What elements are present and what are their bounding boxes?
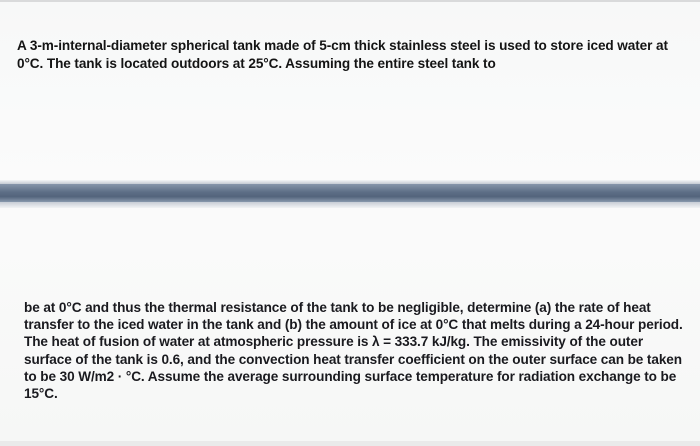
separator-shadow [0,202,700,208]
top-edge-rule [0,0,700,2]
problem-text-part-2: be at 0°C and thus the thermal resistance of the tank to be negligible, determine (a) the rate of heat transfer to the iced water in the tank and (b) the amount of ice at 0°C that melts during a 24-hour period. The heat of fusion of water at atmospheric pressure is λ = 333.7 kJ/kg. The emissivity of the outer surface of the tank is 0.6, and the convection heat transfer coefficient on the outer surface can be taken to be 30 W/m2 · °C. Assume the average surrounding surface temperature for radiation exchange to be 15°C. [24,300,683,402]
bottom-edge-rule [0,441,700,446]
page-separator-band [0,184,700,202]
problem-text-part-1: A 3-m-internal-diameter spherical tank made of 5-cm thick stainless steel is used to store iced water at 0°C. The tank is located outdoors at 25°C. Assuming the entire steel tank to [17,38,668,71]
